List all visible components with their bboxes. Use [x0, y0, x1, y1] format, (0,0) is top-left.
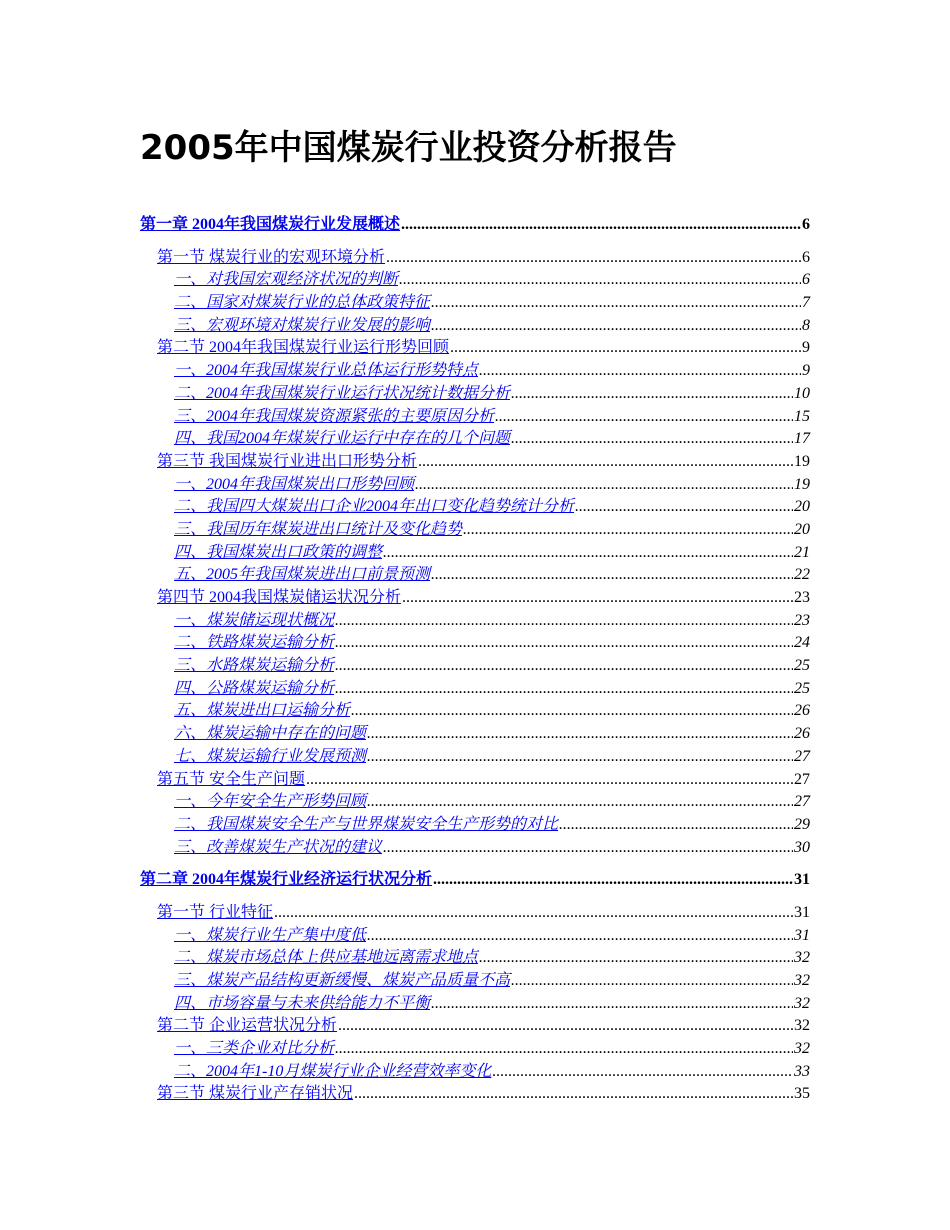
toc-entry-link[interactable]: 第四节 2004我国煤炭储运状况分析	[157, 589, 402, 606]
toc-page-number: 25	[794, 679, 810, 697]
toc-item-entry[interactable]	[140, 746, 810, 769]
toc-page-number: 6	[802, 271, 810, 289]
toc-entry-link[interactable]: 七、煤炭运输行业发展预测	[174, 747, 367, 765]
toc-entry-link[interactable]: 第一章 2004年我国煤炭行业发展概述	[140, 216, 401, 233]
toc-entry-link[interactable]: 四、我国2004年煤炭行业运行中存在的几个问题	[174, 430, 511, 448]
toc-item-entry[interactable]	[140, 993, 810, 1016]
toc-item-entry[interactable]	[140, 970, 810, 993]
toc-page-number: 23	[794, 589, 810, 606]
toc-dot-leader	[367, 746, 793, 769]
toc-page-number: 19	[794, 452, 810, 470]
toc-entry-link[interactable]: 第二章 2004年煤炭行业经济运行状况分析	[140, 871, 433, 889]
toc-dot-leader	[479, 360, 801, 383]
toc-dot-leader	[433, 869, 793, 892]
toc-chapter-entry[interactable]	[140, 869, 810, 892]
toc-dot-leader	[431, 993, 793, 1016]
toc-item-entry[interactable]	[140, 269, 810, 292]
toc-page-number: 7	[802, 294, 810, 312]
toc-section-entry[interactable]	[140, 769, 810, 792]
toc-dot-leader	[335, 610, 793, 633]
toc-section-entry[interactable]	[140, 1083, 810, 1106]
toc-page-number: 9	[802, 339, 810, 357]
toc-page-number: 8	[802, 316, 810, 334]
toc-dot-leader	[335, 678, 793, 701]
toc-section-entry[interactable]	[140, 337, 810, 360]
toc-page-number: 27	[794, 770, 810, 788]
toc-entry-link[interactable]: 第二节 2004年我国煤炭行业运行形势回顾	[157, 339, 450, 357]
toc-page-number: 17	[794, 430, 810, 448]
toc-item-entry[interactable]	[140, 292, 810, 315]
toc-dot-leader	[479, 947, 793, 970]
toc-entry-link[interactable]: 第一节 行业特征	[157, 903, 274, 921]
toc-dot-leader	[418, 451, 793, 474]
toc-dot-leader	[575, 496, 793, 519]
toc-dot-leader	[383, 837, 793, 860]
toc-entry-link[interactable]: 第三节 我国煤炭行业进出口形势分析	[157, 452, 418, 470]
toc-dot-leader	[402, 587, 793, 610]
toc-dot-leader	[559, 814, 793, 837]
toc-page-number: 29	[794, 815, 810, 833]
toc-dot-leader	[450, 337, 801, 360]
toc-entry-link[interactable]: 一、煤炭行业生产集中度低	[174, 926, 367, 944]
toc-entry-link[interactable]: 三、宏观环境对煤炭行业发展的影响	[174, 316, 431, 334]
toc-dot-leader	[383, 542, 793, 565]
toc-dot-leader	[367, 791, 793, 814]
toc-dot-leader	[351, 700, 793, 723]
toc-page-number: 26	[794, 702, 810, 720]
toc-page-number: 32	[794, 949, 810, 967]
toc-dot-leader	[401, 214, 801, 237]
toc-item-entry[interactable]	[140, 1038, 810, 1061]
toc-page-number: 20	[794, 498, 810, 516]
toc-page-number: 32	[794, 972, 810, 989]
toc-dot-leader	[492, 1061, 793, 1084]
toc-item-entry[interactable]	[140, 542, 810, 565]
toc-entry-link[interactable]: 三、水路煤炭运输分析	[174, 657, 335, 675]
toc-dot-leader	[511, 383, 793, 406]
toc-dot-leader	[511, 428, 793, 451]
toc-entry-link[interactable]: 四、市场容量与未来供给能力不平衡	[174, 994, 431, 1012]
toc-chapter-entry[interactable]	[140, 214, 810, 237]
toc-item-entry[interactable]	[140, 837, 810, 860]
toc-entry-link[interactable]: 一、2004年我国煤炭出口形势回顾	[174, 475, 415, 493]
toc-page-number: 24	[794, 634, 810, 652]
toc-item-entry[interactable]	[140, 519, 810, 542]
toc-item-entry[interactable]	[140, 655, 810, 678]
toc-page-number: 31	[794, 871, 810, 889]
toc-dot-leader	[415, 474, 793, 497]
toc-dot-leader	[431, 564, 793, 587]
toc-entry-link[interactable]: 一、煤炭储运现状概况	[174, 611, 335, 629]
toc-entry-link[interactable]: 四、公路煤炭运输分析	[174, 679, 335, 697]
toc-entry-link[interactable]: 第五节 安全生产问题	[157, 770, 306, 788]
toc-page-number: 25	[794, 657, 810, 675]
toc-item-entry[interactable]	[140, 360, 810, 383]
toc-item-entry[interactable]	[140, 814, 810, 837]
toc-entry-link[interactable]: 二、我国四大煤炭出口企业2004年出口变化趋势统计分析	[174, 498, 575, 516]
toc-dot-leader	[367, 723, 793, 746]
toc-section-entry[interactable]	[140, 1015, 810, 1038]
toc-page-number: 9	[802, 362, 810, 380]
toc-page-number: 10	[794, 384, 810, 402]
toc-page-number: 6	[802, 216, 810, 233]
toc-page-number: 27	[794, 747, 810, 765]
toc-dot-leader	[354, 1083, 793, 1106]
toc-page-number: 30	[794, 838, 810, 856]
toc-dot-leader	[511, 970, 793, 993]
toc-item-entry[interactable]	[140, 610, 810, 633]
toc-entry-link[interactable]: 一、对我国宏观经济状况的判断	[174, 271, 399, 289]
toc-dot-leader	[335, 1038, 793, 1061]
toc-item-entry[interactable]	[140, 406, 810, 429]
toc-item-entry[interactable]	[140, 723, 810, 746]
toc-item-entry[interactable]	[140, 1061, 810, 1084]
toc-page-number: 22	[794, 566, 810, 584]
toc-entry-link[interactable]: 二、铁路煤炭运输分析	[174, 634, 335, 652]
toc-page-number: 31	[794, 926, 810, 944]
toc-item-entry[interactable]	[140, 632, 810, 655]
toc-item-entry[interactable]	[140, 496, 810, 519]
toc-dot-leader	[431, 315, 801, 338]
toc-page-number: 32	[794, 1040, 810, 1058]
toc-entry-link[interactable]: 一、2004年我国煤炭行业总体运行形势特点	[174, 362, 479, 380]
toc-item-entry[interactable]	[140, 925, 810, 948]
toc-item-entry[interactable]	[140, 564, 810, 587]
toc-section-entry[interactable]	[140, 902, 810, 925]
toc-page-number: 6	[802, 248, 810, 266]
toc-dot-leader	[335, 632, 793, 655]
toc-page-number: 32	[794, 994, 810, 1012]
toc-dot-leader	[306, 769, 793, 792]
toc-section-entry[interactable]	[140, 587, 810, 610]
toc-section-entry[interactable]	[140, 247, 810, 270]
toc-entry-link[interactable]: 一、三类企业对比分析	[174, 1040, 335, 1058]
toc-dot-leader	[335, 655, 793, 678]
toc-page-number: 26	[794, 725, 810, 743]
table-of-contents	[140, 214, 810, 1106]
toc-dot-leader	[367, 925, 793, 948]
toc-entry-link[interactable]: 二、2004年我国煤炭行业运行状况统计数据分析	[174, 384, 511, 402]
toc-entry-link[interactable]: 三、改善煤炭生产状况的建议	[174, 838, 383, 856]
toc-page-number: 23	[794, 611, 810, 629]
toc-entry-link[interactable]: 三、我国历年煤炭进出口统计及变化趋势	[174, 520, 463, 538]
toc-entry-link[interactable]: 五、煤炭进出口运输分析	[174, 702, 351, 720]
toc-page-number: 32	[794, 1017, 810, 1035]
document-title: 2005年中国煤炭行业投资分析报告	[140, 128, 677, 168]
toc-page-number: 21	[794, 543, 810, 561]
toc-entry-link[interactable]: 六、煤炭运输中存在的问题	[174, 725, 367, 743]
toc-page-number: 15	[794, 407, 810, 425]
toc-item-entry[interactable]	[140, 678, 810, 701]
toc-dot-leader	[274, 902, 793, 925]
toc-section-entry[interactable]	[140, 451, 810, 474]
toc-item-entry[interactable]	[140, 791, 810, 814]
toc-entry-link[interactable]: 第三节 煤炭行业产存销状况	[157, 1085, 354, 1103]
toc-page-number: 27	[794, 793, 810, 811]
toc-page-number: 19	[794, 475, 810, 493]
toc-dot-leader	[399, 269, 801, 292]
toc-entry-link[interactable]: 五、2005年我国煤炭进出口前景预测	[174, 566, 431, 584]
toc-dot-leader	[495, 406, 793, 429]
toc-item-entry[interactable]	[140, 947, 810, 970]
toc-entry-link[interactable]: 二、2004年1-10月煤炭行业企业经营效率变化	[174, 1062, 492, 1080]
toc-entry-link[interactable]: 二、煤炭市场总体上供应基地远离需求地点	[174, 949, 479, 967]
toc-item-entry[interactable]	[140, 700, 810, 723]
toc-entry-link[interactable]: 第一节 煤炭行业的宏观环境分析	[157, 248, 386, 266]
toc-entry-link[interactable]: 四、我国煤炭出口政策的调整	[174, 543, 383, 561]
toc-entry-link[interactable]: 一、今年安全生产形势回顾	[174, 793, 367, 811]
toc-page-number: 20	[794, 520, 810, 538]
toc-entry-link[interactable]: 三、2004年我国煤炭资源紧张的主要原因分析	[174, 407, 495, 425]
toc-dot-leader	[386, 247, 801, 270]
toc-page-number: 31	[794, 903, 810, 921]
toc-entry-link[interactable]: 第二节 企业运营状况分析	[157, 1017, 338, 1035]
toc-dot-leader	[338, 1015, 793, 1038]
toc-item-entry[interactable]	[140, 383, 810, 406]
toc-item-entry[interactable]	[140, 315, 810, 338]
toc-dot-leader	[431, 292, 801, 315]
toc-entry-link[interactable]: 二、我国煤炭安全生产与世界煤炭安全生产形势的对比	[174, 815, 559, 833]
toc-page-number: 33	[794, 1062, 810, 1080]
toc-item-entry[interactable]	[140, 428, 810, 451]
toc-item-entry[interactable]	[140, 474, 810, 497]
toc-dot-leader	[463, 519, 793, 542]
toc-entry-link[interactable]: 三、煤炭产品结构更新缓慢、煤炭产品质量不高	[174, 972, 511, 989]
toc-entry-link[interactable]: 二、国家对煤炭行业的总体政策特征	[174, 294, 431, 312]
toc-page-number: 35	[794, 1085, 810, 1103]
